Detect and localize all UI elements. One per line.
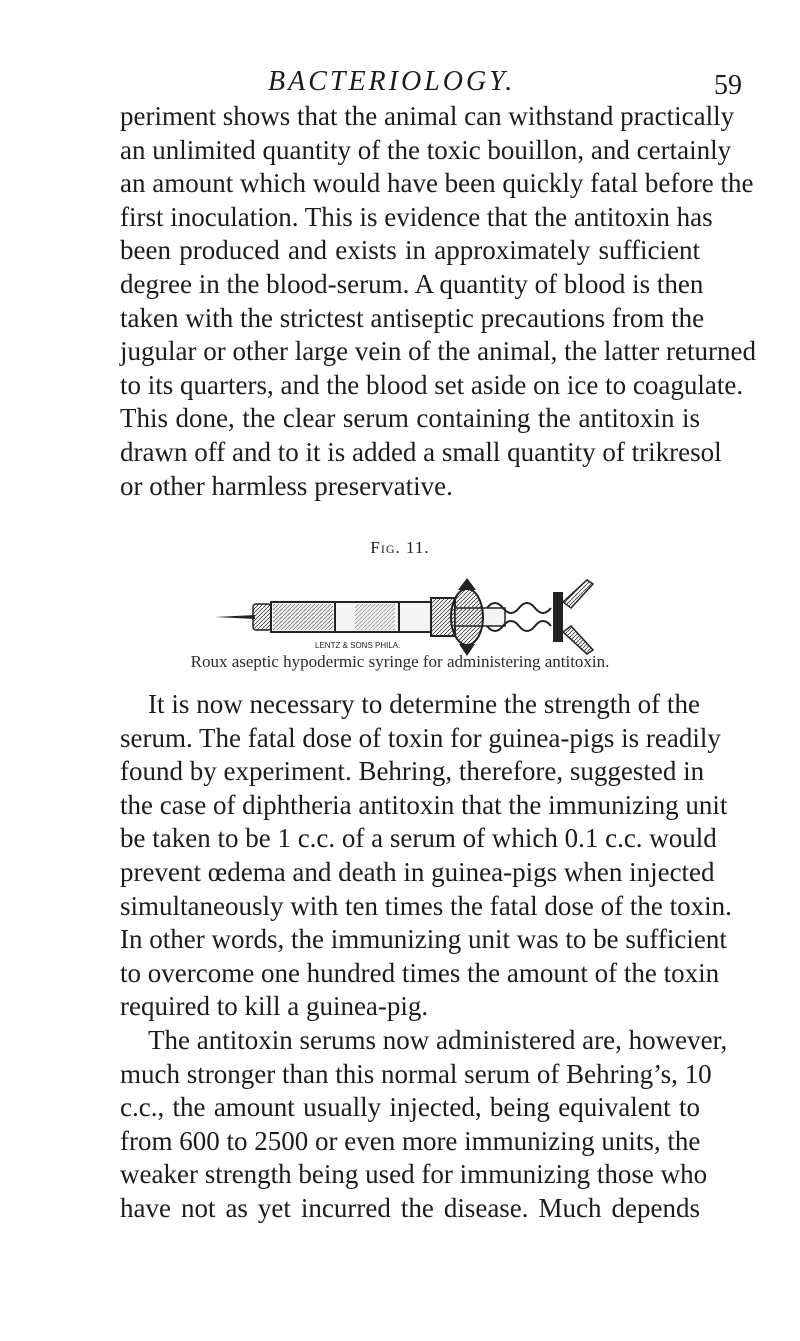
maker-mark: LENTZ & SONS PHILA. [315, 641, 401, 650]
text-line: In other words, the immunizing unit was to be sufficient [120, 924, 727, 955]
syringe-illustration [215, 572, 615, 662]
text-line: be taken to be 1 c.c. of a serum of which 0.1 c.c. would [120, 823, 717, 854]
text-line: jugular or other large vein of the animal, the latter returned [120, 336, 757, 367]
text-line: an amount which would have been quickly fatal before the [120, 168, 754, 199]
text-line: The antitoxin serums now administered are, however, [148, 1025, 728, 1055]
rubber-bulb [451, 589, 483, 645]
text-line: This done, the clear serum containing the antitoxin is [120, 403, 700, 434]
text-line: serum. The fatal dose of toxin for guinea-pigs is readily [120, 722, 721, 753]
page-number: 59 [714, 70, 742, 101]
figure-caption: Roux aseptic hypodermic syringe for administering antitoxin. [190, 652, 610, 671]
text-line: weaker strength being used for immunizing those who [120, 1159, 708, 1190]
needle [215, 615, 255, 619]
text-line: degree in the blood-serum. A quantity of blood is then [120, 268, 704, 299]
text-line: taken with the strictest antiseptic precautions from the [120, 302, 705, 333]
text-line: simultaneously with ten times the fatal dose of the toxin. [120, 890, 732, 921]
text-line: or other harmless preservative. [120, 470, 453, 501]
text-line: to its quarters, and the blood set aside on ice to coagulate. [120, 369, 744, 400]
text-line: been produced and exists in approximately sufficient [120, 235, 700, 266]
text-line: first inoculation. This is evidence that the antitoxin has [120, 201, 713, 232]
text-line: an unlimited quantity of the toxic bouillon, and certainly [120, 134, 732, 165]
paragraph-3 [120, 1024, 728, 1226]
text-line: to overcome one hundred times the amount of the toxin [120, 957, 720, 988]
paragraph-1 [120, 100, 757, 503]
text-line: prevent œdema and death in guinea-pigs when injected [120, 856, 715, 887]
text-line: much stronger than this normal serum of Behring’s, 10 [120, 1058, 712, 1089]
text-line: have not as yet incurred the disease. Much depends [120, 1192, 700, 1223]
text-line: from 600 to 2500 or even more immunizing units, the [120, 1125, 701, 1156]
running-head: BACTERIOLOGY. [268, 66, 516, 97]
plunger-handle [553, 592, 563, 642]
text-line: It is now necessary to determine the strength of the [148, 689, 700, 719]
paragraph-2 [120, 688, 732, 1024]
text-line: found by experiment. Behring, therefore, suggested in [120, 756, 705, 787]
figure-label: Fig. 11. [370, 538, 430, 557]
text-line: the case of diphtheria antitoxin that the immunizing unit [120, 789, 728, 820]
needle-hub [253, 604, 271, 630]
text-line: drawn off and to it is added a small quantity of trikresol [120, 436, 722, 467]
text-line: periment shows that the animal can withstand practically [120, 101, 735, 131]
text-line: required to kill a guinea-pig. [120, 991, 429, 1022]
text-line: c.c., the amount usually injected, being equivalent to [120, 1092, 700, 1123]
